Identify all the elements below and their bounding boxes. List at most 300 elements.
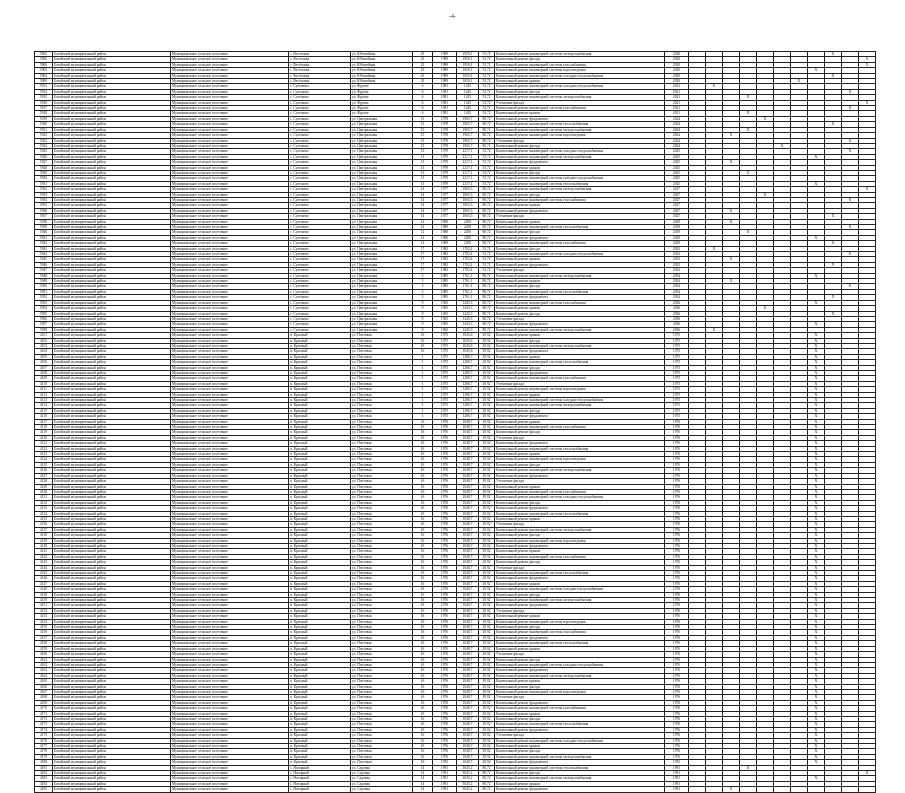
table-cell-locality: с. Сулешово (289, 246, 351, 251)
table-cell-house: 16 (413, 630, 433, 635)
table-cell-locality: с. Сулешово (289, 208, 351, 213)
table-cell-plan_year: 1976 (665, 527, 689, 532)
table-cell-house: 16 (413, 554, 433, 559)
table-cell-wear: 29,92 (479, 343, 495, 348)
table-cell-id: 5933 (35, 192, 53, 197)
table-cell-plan_year: 1976 (665, 560, 689, 565)
table-cell-plan_year: 1976 (665, 468, 689, 473)
table-cell-settlement_type: Муниципальное сельское поселение (171, 749, 289, 754)
table-cell-id: 4118 (35, 425, 53, 430)
table-cell-area: 1048,7 (457, 425, 479, 430)
table-cell-id: 5923 (35, 138, 53, 143)
table-cell-work: Капитальный ремонт фасада (495, 408, 665, 413)
table-cell-street: ул. Юбилейная (351, 79, 413, 84)
table-cell-id: 4149 (35, 592, 53, 597)
table-cell-district: Батайский муниципальный район (53, 230, 171, 235)
table-cell-settlement_type: Муниципальное сельское поселение (171, 646, 289, 651)
table-cell-id: 4134 (35, 511, 53, 516)
table-cell-house: 1 (413, 376, 433, 381)
table-cell-street: ул. Почтовая (351, 625, 413, 630)
table-cell-year: 1979 (433, 149, 457, 154)
table-cell-district: Батайский муниципальный район (53, 133, 171, 138)
table-cell-settlement_type: Муниципальное сельское поселение (171, 284, 289, 289)
table-cell-area: 1048,7 (457, 543, 479, 548)
table-cell-street: ул. Почтовая (351, 343, 413, 348)
table-cell-street: ул. Центральная (351, 241, 413, 246)
table-cell-year: 1981 (433, 111, 457, 116)
table-cell-wear: 53,72 (479, 165, 495, 170)
table-cell-area: 1245 (457, 106, 479, 111)
table-cell-area: 1048,7 (457, 684, 479, 689)
table-cell-m8: X (808, 489, 825, 494)
table-cell-settlement_type: Муниципальное сельское поселение (171, 257, 289, 262)
table-cell-work: Капитальный ремонт фундамента (495, 727, 665, 732)
table-cell-street: ул. Центральная (351, 149, 413, 154)
table-cell-id: 5932 (35, 187, 53, 192)
table-cell-work: Капитальный ремонт фасада (495, 560, 665, 565)
table-cell-street: ул. Почтовая (351, 446, 413, 451)
table-cell-street: ул. Почтовая (351, 749, 413, 754)
table-cell-settlement_type: Муниципальное сельское поселение (171, 565, 289, 570)
table-cell-area: 1702,4 (457, 262, 479, 267)
table-cell-id: 4126 (35, 468, 53, 473)
table-cell-settlement_type: Муниципальное сельское поселение (171, 630, 289, 635)
table-cell-m8: X (808, 484, 825, 489)
table-cell-m10: X (842, 89, 859, 94)
table-cell-year: 1976 (433, 441, 457, 446)
table-cell-id: 4144 (35, 565, 53, 570)
table-cell-house: 9 (413, 327, 433, 332)
table-cell-street: ул. Центральная (351, 300, 413, 305)
table-cell-work: Капитальный ремонт фундамента (495, 116, 665, 121)
table-cell-m8: X (808, 360, 825, 365)
table-cell-work: Капитальный ремонт крыши (495, 452, 665, 457)
table-cell-street: ул. Почтовая (351, 565, 413, 570)
table-cell-locality: с. Сулешово (289, 133, 351, 138)
table-cell-locality: п. Красный (289, 571, 351, 576)
table-cell-district: Батайский муниципальный район (53, 268, 171, 273)
table-cell-year: 1979 (433, 154, 457, 159)
table-cell-work: Капитальный ремонт инженерной системы водоотведения (495, 457, 665, 462)
table-cell-id: 5904 (35, 73, 53, 78)
table-cell-house: 16 (413, 587, 433, 592)
table-cell-m8: X (808, 500, 825, 505)
table-cell-id: 4145 (35, 571, 53, 576)
table-cell-house: 6 (413, 111, 433, 116)
table-cell-m2: X (706, 84, 723, 89)
table-cell-district: Батайский муниципальный район (53, 170, 171, 175)
table-cell-wear: 29,92 (479, 760, 495, 765)
table-cell-m8: X (808, 684, 825, 689)
table-cell-wear: 29,92 (479, 625, 495, 630)
table-cell-street: ул. Центральная (351, 208, 413, 213)
table-cell-work: Капитальный ремонт инженерной системы водоотведения (495, 387, 665, 392)
table-cell-district: Батайский муниципальный район (53, 635, 171, 640)
table-cell-locality: с. Сулешово (289, 154, 351, 159)
table-cell-year: 1981 (433, 106, 457, 111)
table-cell-year: 1982 (433, 252, 457, 257)
table-cell-area: 1761,1 (457, 284, 479, 289)
table-cell-district: Батайский муниципальный район (53, 679, 171, 684)
table-cell-wear: 29,92 (479, 554, 495, 559)
table-cell-district: Батайский муниципальный район (53, 706, 171, 711)
table-cell-settlement_type: Муниципальное сельское поселение (171, 311, 289, 316)
table-cell-house: 16 (413, 500, 433, 505)
table-cell-work: Утепление фасада (495, 268, 665, 273)
table-cell-street: ул. Центральная (351, 311, 413, 316)
table-cell-year: 1965 (433, 300, 457, 305)
table-cell-street: ул. Фрунзе (351, 100, 413, 105)
table-cell-district: Батайский муниципальный район (53, 662, 171, 667)
table-cell-work: Утепление фасада (495, 608, 665, 613)
table-cell-house: 16 (413, 533, 433, 538)
table-cell-wear: 80,72 (479, 311, 495, 316)
table-cell-area: 1048,7 (457, 749, 479, 754)
table-cell-wear: 29,92 (479, 468, 495, 473)
table-cell-m8: X (808, 343, 825, 348)
table-cell-house: 6 (413, 95, 433, 100)
table-cell-district: Батайский муниципальный район (53, 527, 171, 532)
table-cell-house: 16 (413, 489, 433, 494)
table-cell-settlement_type: Муниципальное сельское поселение (171, 765, 289, 770)
table-cell-plan_year: 1976 (665, 430, 689, 435)
table-cell-district: Батайский муниципальный район (53, 506, 171, 511)
table-cell-wear: 80,72 (479, 295, 495, 300)
table-cell-house: 16 (413, 484, 433, 489)
table-cell-district: Батайский муниципальный район (53, 543, 171, 548)
table-cell-work: Капитальный ремонт фасада (495, 749, 665, 754)
table-cell-settlement_type: Муниципальное сельское поселение (171, 662, 289, 667)
table-cell-locality: п. Красный (289, 446, 351, 451)
table-cell-plan_year: 1976 (665, 554, 689, 559)
table-cell-area: 1048,7 (457, 657, 479, 662)
table-cell-id: 4119 (35, 430, 53, 435)
table-cell-district: Батайский муниципальный район (53, 57, 171, 62)
table-cell-work: Капитальный ремонт фасада (495, 625, 665, 630)
table-cell-work: Капитальный ремонт фундамента (495, 700, 665, 705)
table-cell-m9 (825, 787, 842, 792)
table-cell-work: Капитальный ремонт инженерной системы теплоснабжения (495, 225, 665, 230)
table-cell-m8: X (808, 549, 825, 554)
table-cell-id: 4168 (35, 695, 53, 700)
table-cell-wear: 29,92 (479, 538, 495, 543)
table-cell-area: 1048,7 (457, 435, 479, 440)
table-cell-year: 1977 (433, 192, 457, 197)
table-cell-year: 1976 (433, 673, 457, 678)
table-cell-locality: п. Красный (289, 549, 351, 554)
table-cell-m3: X (723, 133, 740, 138)
table-cell-area: 1445,3 (457, 311, 479, 316)
table-cell-district: Батайский муниципальный район (53, 462, 171, 467)
table-cell-work: Капитальный ремонт инженерной системы электроснабжения (495, 754, 665, 759)
table-cell-work: Капитальный ремонт фасада (495, 592, 665, 597)
table-cell-locality: п. Красный (289, 700, 351, 705)
table-cell-district: Батайский муниципальный район (53, 316, 171, 321)
table-cell-year: 1965 (433, 316, 457, 321)
table-cell-m10: X (842, 284, 859, 289)
table-cell-street: ул. Почтовая (351, 630, 413, 635)
table-cell-m8: X (808, 533, 825, 538)
table-cell-district: Батайский муниципальный район (53, 522, 171, 527)
table-cell-house: 9 (413, 322, 433, 327)
table-cell-street: ул. Центральная (351, 127, 413, 132)
table-cell-year: 1975 (433, 387, 457, 392)
table-cell-district: Батайский муниципальный район (53, 495, 171, 500)
table-cell-settlement_type: Муниципальное сельское поселение (171, 484, 289, 489)
table-cell-wear: 80,72 (479, 208, 495, 213)
table-cell-year: 1976 (433, 489, 457, 494)
table-cell-district: Батайский муниципальный район (53, 111, 171, 116)
table-cell-id: 4163 (35, 668, 53, 673)
table-cell-year: 1975 (433, 360, 457, 365)
table-cell-settlement_type: Муниципальное сельское поселение (171, 100, 289, 105)
table-cell-locality: п. Красный (289, 565, 351, 570)
table-cell-settlement_type: Муниципальное сельское поселение (171, 543, 289, 548)
table-body (35, 52, 876, 793)
table-cell-house: 16 (413, 441, 433, 446)
table-cell-settlement_type: Муниципальное сельское поселение (171, 176, 289, 181)
table-cell-street: ул. Садовая (351, 776, 413, 781)
table-cell-wear: 53,72 (479, 252, 495, 257)
table-cell-locality: п. Красный (289, 338, 351, 343)
table-cell-wear: 29,92 (479, 522, 495, 527)
table-cell-locality: п. Красный (289, 625, 351, 630)
table-cell-locality: п. Красный (289, 695, 351, 700)
table-cell-house: 23 (413, 79, 433, 84)
table-cell-work: Капитальный ремонт инженерной системы водоотведения (495, 68, 665, 73)
table-cell-settlement_type: Муниципальное сельское поселение (171, 619, 289, 624)
table-cell-settlement_type: Муниципальное сельское поселение (171, 657, 289, 662)
table-cell-plan_year: 1976 (665, 419, 689, 424)
table-cell-m8: X (808, 473, 825, 478)
table-cell-settlement_type: Муниципальное сельское поселение (171, 149, 289, 154)
table-cell-id: 5945 (35, 257, 53, 262)
table-cell-plan_year: 1975 (665, 349, 689, 354)
document-page (34, 51, 873, 793)
table-cell-id: 4156 (35, 630, 53, 635)
table-cell-year: 1976 (433, 543, 457, 548)
table-cell-wear: 80,72 (479, 781, 495, 786)
table-cell-area: 1702,4 (457, 268, 479, 273)
table-cell-wear: 80,72 (479, 273, 495, 278)
table-cell-work: Капитальный ремонт крыши (495, 549, 665, 554)
table-cell-settlement_type: Муниципальное сельское поселение (171, 111, 289, 116)
table-cell-plan_year: 2021 (665, 95, 689, 100)
table-cell-wear: 29,92 (479, 516, 495, 521)
table-cell-locality: с. Сулешово (289, 268, 351, 273)
table-cell-locality: п. Красный (289, 511, 351, 516)
table-cell-street: ул. Почтовая (351, 354, 413, 359)
table-cell-wear: 80,72 (479, 122, 495, 127)
table-cell-area: 1048,7 (457, 608, 479, 613)
table-cell-district: Батайский муниципальный район (53, 165, 171, 170)
table-cell-area: 1048,7 (457, 571, 479, 576)
table-cell-street: ул. Центральная (351, 197, 413, 202)
table-cell-id: 4173 (35, 722, 53, 727)
table-cell-id: 4108 (35, 370, 53, 375)
table-cell-street: ул. Почтовая (351, 668, 413, 673)
table-cell-district: Батайский муниципальный район (53, 727, 171, 732)
table-cell-street: ул. Центральная (351, 322, 413, 327)
table-cell-year: 1976 (433, 565, 457, 570)
table-cell-work: Капитальный ремонт инженерной системы теплоснабжения (495, 181, 665, 186)
table-cell-wear: 29,92 (479, 425, 495, 430)
repair-schedule-table (34, 51, 876, 793)
table-cell-locality: п. Красный (289, 576, 351, 581)
table-cell-settlement_type: Муниципальное сельское поселение (171, 338, 289, 343)
table-cell-area: 1761,1 (457, 289, 479, 294)
table-cell-locality: п. Красный (289, 706, 351, 711)
table-cell-id: 5950 (35, 284, 53, 289)
table-cell-house: 16 (413, 711, 433, 716)
table-cell-house: 16 (413, 479, 433, 484)
table-cell-plan_year: 2025 (665, 176, 689, 181)
table-cell-locality: п. Красный (289, 365, 351, 370)
table-cell-locality: п. Красный (289, 560, 351, 565)
table-cell-area: 1045,6 (457, 343, 479, 348)
table-cell-locality: п. Красный (289, 408, 351, 413)
table-cell-plan_year: 1975 (665, 365, 689, 370)
table-cell-year: 1976 (433, 619, 457, 624)
table-cell-work: Капитальный ремонт фасада (495, 771, 665, 776)
table-cell-district: Батайский муниципальный район (53, 62, 171, 67)
table-cell-district: Батайский муниципальный район (53, 516, 171, 521)
table-cell-wear: 53,72 (479, 154, 495, 159)
table-cell-locality: с. Сулешово (289, 230, 351, 235)
table-cell-locality: с. Весёловка (289, 62, 351, 67)
table-cell-plan_year: 2024 (665, 143, 689, 148)
table-cell-plan_year: 1976 (665, 571, 689, 576)
table-cell-year: 1976 (433, 457, 457, 462)
table-cell-wear: 29,92 (479, 716, 495, 721)
table-cell-work: Капитальный ремонт инженерной системы холодного водоснабжения (495, 84, 665, 89)
table-cell-plan_year: 1976 (665, 614, 689, 619)
table-cell-m8: X (808, 273, 825, 278)
table-cell-street: ул. Юбилейная (351, 52, 413, 57)
table-cell-id: 4106 (35, 360, 53, 365)
table-cell-id: 4111 (35, 387, 53, 392)
table-cell-work: Утепление фасада (495, 316, 665, 321)
table-cell-district: Батайский муниципальный район (53, 716, 171, 721)
table-cell-settlement_type: Муниципальное сельское поселение (171, 392, 289, 397)
table-cell-id: 4133 (35, 506, 53, 511)
table-cell-m11: X (859, 771, 876, 776)
table-cell-wear: 80,72 (479, 235, 495, 240)
table-cell-work: Капитальный ремонт инженерной системы электроснабжения (495, 187, 665, 192)
table-cell-year: 1976 (433, 684, 457, 689)
table-cell-house: 9 (413, 300, 433, 305)
table-cell-street: ул. Почтовая (351, 603, 413, 608)
table-cell-wear: 29,92 (479, 446, 495, 451)
table-cell-locality: с. Сулешово (289, 316, 351, 321)
table-cell-locality: с. Нагорный (289, 787, 351, 792)
table-cell-area: 1048,7 (457, 760, 479, 765)
table-cell-locality: с. Сулешово (289, 165, 351, 170)
table-cell-district: Батайский муниципальный район (53, 360, 171, 365)
table-cell-work: Капитальный ремонт инженерной системы холодного водоснабжения (495, 587, 665, 592)
table-cell-district: Батайский муниципальный район (53, 452, 171, 457)
table-cell-district: Батайский муниципальный район (53, 560, 171, 565)
table-cell-street: ул. Почтовая (351, 338, 413, 343)
table-cell-work: Капитальный ремонт фасада (495, 365, 665, 370)
table-cell-work: Капитальный ремонт фасада (495, 430, 665, 435)
table-cell-area: 1048,7 (457, 652, 479, 657)
table-cell-area: 1245 (457, 89, 479, 94)
table-cell-settlement_type: Муниципальное сельское поселение (171, 252, 289, 257)
table-cell-m9: X (825, 52, 842, 57)
table-cell-plan_year: 1976 (665, 695, 689, 700)
table-cell-m8: X (808, 695, 825, 700)
table-cell-area: 1065,5 (457, 214, 479, 219)
table-cell-m8: X (808, 425, 825, 430)
table-cell-settlement_type: Муниципальное сельское поселение (171, 414, 289, 419)
table-cell-m4: X (740, 765, 757, 770)
table-cell-district: Батайский муниципальный район (53, 733, 171, 738)
table-cell-area: 1048,7 (457, 641, 479, 646)
table-cell-work: Капитальный ремонт фасада (495, 338, 665, 343)
table-cell-work: Утепление фасада (495, 479, 665, 484)
table-cell-m8: X (808, 479, 825, 484)
table-cell-house: 12 (413, 235, 433, 240)
table-cell-district: Батайский муниципальный район (53, 425, 171, 430)
table-cell-district: Батайский муниципальный район (53, 95, 171, 100)
table-cell-m8: X (808, 706, 825, 711)
table-cell-m8: X (808, 457, 825, 462)
table-cell-plan_year: 2025 (665, 149, 689, 154)
table-cell-district: Батайский муниципальный район (53, 100, 171, 105)
table-cell-plan_year: 2025 (665, 181, 689, 186)
table-cell-year: 1980 (433, 225, 457, 230)
table-cell-settlement_type: Муниципальное сельское поселение (171, 733, 289, 738)
table-cell-area: 1286,7 (457, 381, 479, 386)
table-cell-street: ул. Центральная (351, 192, 413, 197)
table-cell-id: 4142 (35, 554, 53, 559)
table-cell-work: Капитальный ремонт крыши (495, 419, 665, 424)
table-cell-settlement_type: Муниципальное сельское поселение (171, 376, 289, 381)
table-cell-locality: с. Нагорный (289, 765, 351, 770)
table-cell-locality: п. Красный (289, 608, 351, 613)
table-cell-m8: X (808, 338, 825, 343)
table-cell-year: 1978 (433, 143, 457, 148)
table-cell-area: 1048,7 (457, 495, 479, 500)
table-cell-id: 5917 (35, 106, 53, 111)
table-cell-year: 1976 (433, 706, 457, 711)
table-cell-id: 4172 (35, 716, 53, 721)
table-cell-plan_year: 2020 (665, 52, 689, 57)
table-cell-work: Капитальный ремонт инженерной системы электроснабжения (495, 343, 665, 348)
table-cell-work: Капитальный ремонт инженерной системы электроснабжения (495, 527, 665, 532)
table-cell-year: 1985 (433, 279, 457, 284)
table-cell-year: 1985 (433, 289, 457, 294)
table-cell-work: Капитальный ремонт крыши (495, 581, 665, 586)
table-cell-id: 4170 (35, 706, 53, 711)
table-cell-area: 2200 (457, 241, 479, 246)
table-cell-id: 5958 (35, 327, 53, 332)
table-cell-street: ул. Садовая (351, 771, 413, 776)
table-cell-locality: с. Сулешово (289, 225, 351, 230)
table-cell-wear: 53,72 (479, 68, 495, 73)
table-cell-street: ул. Центральная (351, 252, 413, 257)
table-cell-id: 5906 (35, 62, 53, 67)
table-cell-settlement_type: Муниципальное сельское поселение (171, 214, 289, 219)
table-cell-district: Батайский муниципальный район (53, 781, 171, 786)
table-cell-work: Утепление фасада (495, 381, 665, 386)
table-cell-locality: п. Красный (289, 592, 351, 597)
table-cell-plan_year: 1976 (665, 522, 689, 527)
table-cell-house: 16 (413, 706, 433, 711)
table-cell-area: 2217,1 (457, 154, 479, 159)
table-cell-wear: 53,72 (479, 257, 495, 262)
